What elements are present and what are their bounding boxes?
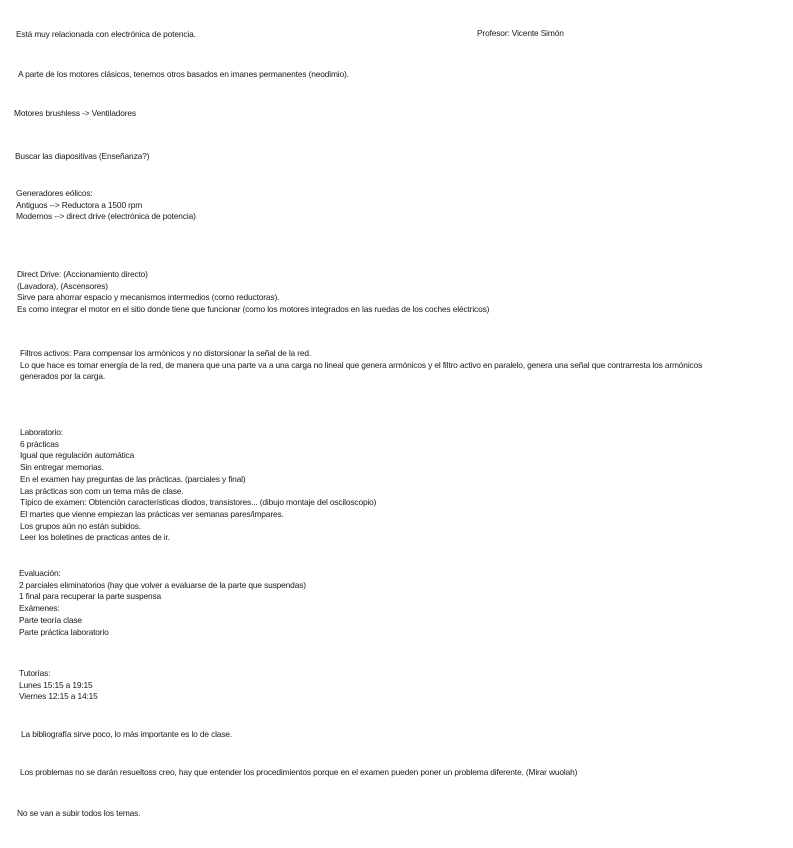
lab-line: Las prácticas son com un tema más de clase. [20,485,184,496]
active-filters-block [20,348,735,383]
topics-line: No se van a subir todos los temas. [17,808,141,818]
evaluation-line: Evaluación: [19,568,61,578]
lab-line: En el examen hay preguntas de las prácticas. (parciales y final) [20,473,246,484]
professor-line: Profesor: Vicente Simón [477,28,564,38]
brushless-line: Motores brushless -> Ventiladores [14,108,136,118]
bibliography-line: La bibliografía sirve poco, lo más importante es lo de clase. [21,729,233,739]
evaluation-line: Parte teoría clase [19,614,82,625]
problems-line: Los problemas no se darán resueltoss creo, hay que entender los procedimientos porque en el examen pueden poner un problema diferente. (Mirar wuolah) [20,767,578,777]
wind-line: Modernos --> direct drive (electrónica de potencia) [16,211,196,222]
direct-drive-block [17,269,489,316]
evaluation-line: Parte práctica laboratorio [19,626,109,637]
direct-drive-line: (Lavadora), (Ascensores) [17,280,108,291]
lab-line: Típico de examen: Obtención características diodos, transistores... (dibujo montaje del osciloscopio) [20,497,377,508]
intro-line: Está muy relacionada con electrónica de potencia. [16,29,196,39]
tutorials-line: Lunes 15:15 a 19:15 [19,679,93,690]
evaluation-line: 2 parciales eliminatorios (hay que volver a evaluarse de la parte que suspendas) [19,579,306,590]
lab-line: Leer los boletines de practicas antes de ir. [20,532,170,543]
evaluation-block [19,568,306,638]
direct-drive-line: Es como integrar el motor en el sitio donde tiene que funcionar (como los motores integrados en las ruedas de los coches eléctricos) [17,304,490,315]
lab-line: El martes que vienne empiezan las prácticas ver semanas pares/impares. [20,508,284,519]
wind-generators-block [16,188,196,223]
filters-line: Filtros activos: Para compensar los armónicos y no distorsionar la señal de la red. [20,348,312,358]
lab-line: Los grupos aún no están subidos. [20,520,141,531]
tutorials-line: Viernes 12:15 a 14:15 [19,691,98,702]
laboratory-block [20,427,376,544]
evaluation-line: Exámenes: [19,603,60,614]
lab-line: 6 prácticas [20,438,59,449]
motors-line: A parte de los motores clásicos, tenemos otros basados en imanes permanentes (neodimio). [18,69,349,79]
slides-line: Buscar las diapositivas (Enseñanza?) [15,151,150,161]
tutorials-block [19,668,98,703]
wind-line: Generadores eólicos: [16,188,93,198]
filters-line: Lo que hace es tomar energía de la red, de manera que una parte va a una carga no lineal que genera armónicos y el filtro activo en paralelo, genera una señal que contrarresta los armónicos generados por la carga. [20,359,703,382]
lab-line: Laboratorio: [20,427,63,437]
evaluation-line: 1 final para recuperar la parte suspensa [19,591,162,602]
lab-line: Sin entregar memorias. [20,462,104,473]
wind-line: Antiguos --> Reductora a 1500 rpm [16,199,143,210]
tutorials-line: Tutorías: [19,668,51,678]
direct-drive-line: Direct Drive: (Accionamiento directo) [17,269,148,279]
lab-line: Igual que regulación automática [20,450,135,461]
direct-drive-line: Sirve para ahorrar espacio y mecanismos intermedios (como reductoras). [17,292,280,303]
